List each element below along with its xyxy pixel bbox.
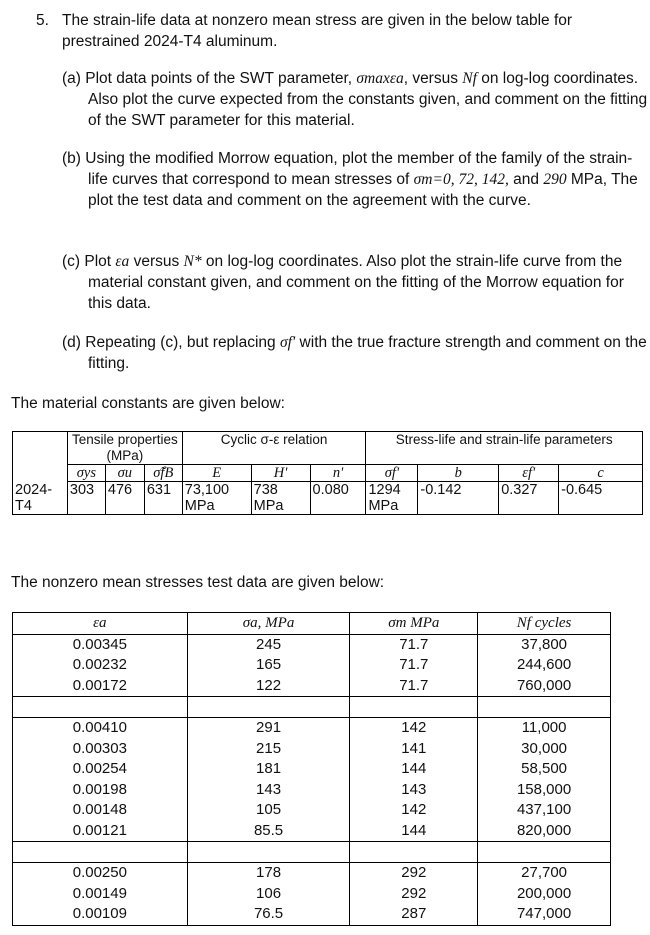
part-c-symbol-2: N* <box>183 253 202 270</box>
separator-cell <box>478 697 611 718</box>
strain-amplitude-cell: 0.00149 <box>13 884 188 905</box>
stress-amplitude-cell: 105 <box>187 800 350 821</box>
strain-amplitude-cell: 0.00345 <box>13 634 188 655</box>
header-cycles: Nf cycles <box>478 613 611 635</box>
value-epsilon-f-prime: 0.327 <box>499 482 559 515</box>
stress-life-group-header: Stress-life and strain-life parameters <box>366 432 643 465</box>
stress-amplitude-cell: 143 <box>187 780 350 801</box>
strain-amplitude-cell: 0.00410 <box>13 718 188 739</box>
stress-amplitude-cell: 181 <box>187 759 350 780</box>
cycles-cell: 27,700 <box>478 863 611 884</box>
cycles-cell: 244,600 <box>478 655 611 676</box>
value-sigma-fb: 631 <box>144 482 182 515</box>
table-row <box>13 634 611 655</box>
cycles-cell: 37,800 <box>478 634 611 655</box>
strain-amplitude-cell: 0.00303 <box>13 739 188 760</box>
part-d-symbol-1: σf' <box>279 334 296 351</box>
value-c: -0.645 <box>559 482 643 515</box>
header-mean-stress: σm MPa <box>350 613 478 635</box>
material-corner-cell <box>13 432 68 465</box>
part-b-symbol-1: σm=0, 72, 142, <box>413 171 509 188</box>
mean-stress-cell: 144 <box>350 759 478 780</box>
table-row <box>13 863 611 884</box>
table-row <box>13 904 611 925</box>
question-intro: The strain-life data at nonzero mean stress are given in the below table for prestrained 2024-T4 aluminum. <box>62 12 573 50</box>
separator-cell <box>350 842 478 863</box>
group-separator-row <box>13 842 611 863</box>
mean-stress-cell: 71.7 <box>350 634 478 655</box>
part-b-symbol-2: 290 <box>543 171 567 188</box>
part-c-text-3: on log-log coordinates. Also plot the strain-life curve from the material constant given, and comment on the fitting of the Morrow equation for this data. <box>88 253 624 312</box>
table-row <box>13 800 611 821</box>
strain-amplitude-cell: 0.00254 <box>13 759 188 780</box>
value-e: 73,100 MPa <box>182 482 251 515</box>
strain-amplitude-cell: 0.00172 <box>13 676 188 697</box>
header-h-prime: H' <box>251 465 310 482</box>
mean-stress-cell: 71.7 <box>350 655 478 676</box>
table-row <box>13 759 611 780</box>
mean-stress-cell: 292 <box>350 884 478 905</box>
cyclic-group-header: Cyclic σ-ε relation <box>182 432 366 465</box>
stress-amplitude-cell: 178 <box>187 863 350 884</box>
cycles-cell: 820,000 <box>478 821 611 842</box>
material-section-title: The material constants are given below: <box>11 395 285 412</box>
part-c <box>62 251 648 314</box>
separator-cell <box>13 697 188 718</box>
part-a-text-3: on log-log coordinates. Also plot the curve expected from the constants given, and comment on the fitting of the SWT parameter for this material. <box>88 70 648 129</box>
part-a-label: (a) <box>62 70 81 87</box>
strain-amplitude-cell: 0.00121 <box>13 821 188 842</box>
stress-amplitude-cell: 76.5 <box>187 904 350 925</box>
part-c-text-1: Plot <box>84 253 116 270</box>
part-c-symbol-1: εa <box>115 253 130 270</box>
part-a <box>62 68 648 131</box>
part-b-text-2: and <box>508 171 544 188</box>
part-c-label: (c) <box>62 253 81 270</box>
part-a-text-2: , versus <box>403 70 463 87</box>
value-n-prime: 0.080 <box>310 482 366 515</box>
group-separator-row <box>13 697 611 718</box>
part-c-text-2: versus <box>129 253 184 270</box>
header-sigma-u: σu <box>105 465 144 482</box>
question-number: 5. <box>36 12 49 29</box>
strain-amplitude-cell: 0.00232 <box>13 655 188 676</box>
mean-stress-cell: 287 <box>350 904 478 925</box>
table-row <box>13 821 611 842</box>
mean-stress-cell: 142 <box>350 800 478 821</box>
mean-stress-cell: 143 <box>350 780 478 801</box>
part-a-text-1: Plot data points of the SWT parameter, <box>85 70 357 87</box>
cycles-cell: 760,000 <box>478 676 611 697</box>
stress-amplitude-cell: 165 <box>187 655 350 676</box>
value-sigma-ys: 303 <box>67 482 105 515</box>
value-b: -0.142 <box>418 482 499 515</box>
cycles-cell: 30,000 <box>478 739 611 760</box>
mean-stress-cell: 142 <box>350 718 478 739</box>
part-d-label: (d) <box>62 334 81 351</box>
value-sigma-u: 476 <box>105 482 144 515</box>
table-row <box>13 780 611 801</box>
header-sigma-f-prime: σf' <box>366 465 418 482</box>
separator-cell <box>350 697 478 718</box>
mean-stress-cell: 144 <box>350 821 478 842</box>
part-a-symbol-1: σmaxεa <box>356 70 404 87</box>
mean-stress-cell: 141 <box>350 739 478 760</box>
part-a-symbol-2: Nf <box>462 70 477 87</box>
part-b-label: (b) <box>62 150 81 167</box>
table-row <box>13 655 611 676</box>
mean-stress-cell: 292 <box>350 863 478 884</box>
cycles-cell: 437,100 <box>478 800 611 821</box>
material-symbol-empty-cell <box>13 465 68 482</box>
cycles-cell: 747,000 <box>478 904 611 925</box>
material-name: 2024-T4 <box>13 482 68 515</box>
strain-amplitude-cell: 0.00198 <box>13 780 188 801</box>
material-constants-table <box>12 431 643 515</box>
stress-amplitude-cell: 215 <box>187 739 350 760</box>
separator-cell <box>187 842 350 863</box>
value-sigma-f-prime: 1294 MPa <box>366 482 418 515</box>
stress-amplitude-cell: 245 <box>187 634 350 655</box>
table-row <box>13 718 611 739</box>
material-value-row <box>13 482 643 515</box>
header-n-prime: n' <box>310 465 366 482</box>
separator-cell <box>187 697 350 718</box>
header-e: E <box>182 465 251 482</box>
part-d-text-2: with the true fracture strength and comment on the fitting. <box>88 334 647 372</box>
test-data-header-row <box>13 613 611 635</box>
part-d-text-1: Repeating (c), but replacing <box>85 334 280 351</box>
part-b-text-3: MPa, The plot the test data and comment on the agreement with the curve. <box>88 171 638 209</box>
stress-amplitude-cell: 291 <box>187 718 350 739</box>
cycles-cell: 11,000 <box>478 718 611 739</box>
table-row <box>13 739 611 760</box>
table-row <box>13 884 611 905</box>
material-group-header-row <box>13 432 643 465</box>
cycles-cell: 200,000 <box>478 884 611 905</box>
mean-stress-cell: 71.7 <box>350 676 478 697</box>
stress-amplitude-cell: 122 <box>187 676 350 697</box>
header-strain-amplitude: εa <box>13 613 188 635</box>
stress-amplitude-cell: 85.5 <box>187 821 350 842</box>
separator-cell <box>13 842 188 863</box>
part-d <box>62 332 648 374</box>
test-data-table <box>12 612 611 926</box>
header-c: c <box>559 465 643 482</box>
material-symbol-header-row <box>13 465 643 482</box>
test-data-section-title: The nonzero mean stresses test data are given below: <box>11 574 385 591</box>
stress-amplitude-cell: 106 <box>187 884 350 905</box>
separator-cell <box>478 842 611 863</box>
header-epsilon-f-prime: εf' <box>499 465 559 482</box>
part-b-text-1: Using the modified Morrow equation, plot the member of the family of the strain-life curves that correspond to mean stresses of <box>85 150 633 188</box>
table-row <box>13 676 611 697</box>
header-sigma-ys: σys <box>67 465 105 482</box>
value-h-prime: 738 MPa <box>251 482 310 515</box>
part-b <box>62 148 648 211</box>
strain-amplitude-cell: 0.00109 <box>13 904 188 925</box>
tensile-group-header: Tensile properties (MPa) <box>67 432 182 465</box>
header-stress-amplitude: σa, MPa <box>187 613 350 635</box>
header-sigma-fb: σ̃fB <box>144 465 182 482</box>
header-b: b <box>418 465 499 482</box>
strain-amplitude-cell: 0.00250 <box>13 863 188 884</box>
cycles-cell: 58,500 <box>478 759 611 780</box>
strain-amplitude-cell: 0.00148 <box>13 800 188 821</box>
cycles-cell: 158,000 <box>478 780 611 801</box>
